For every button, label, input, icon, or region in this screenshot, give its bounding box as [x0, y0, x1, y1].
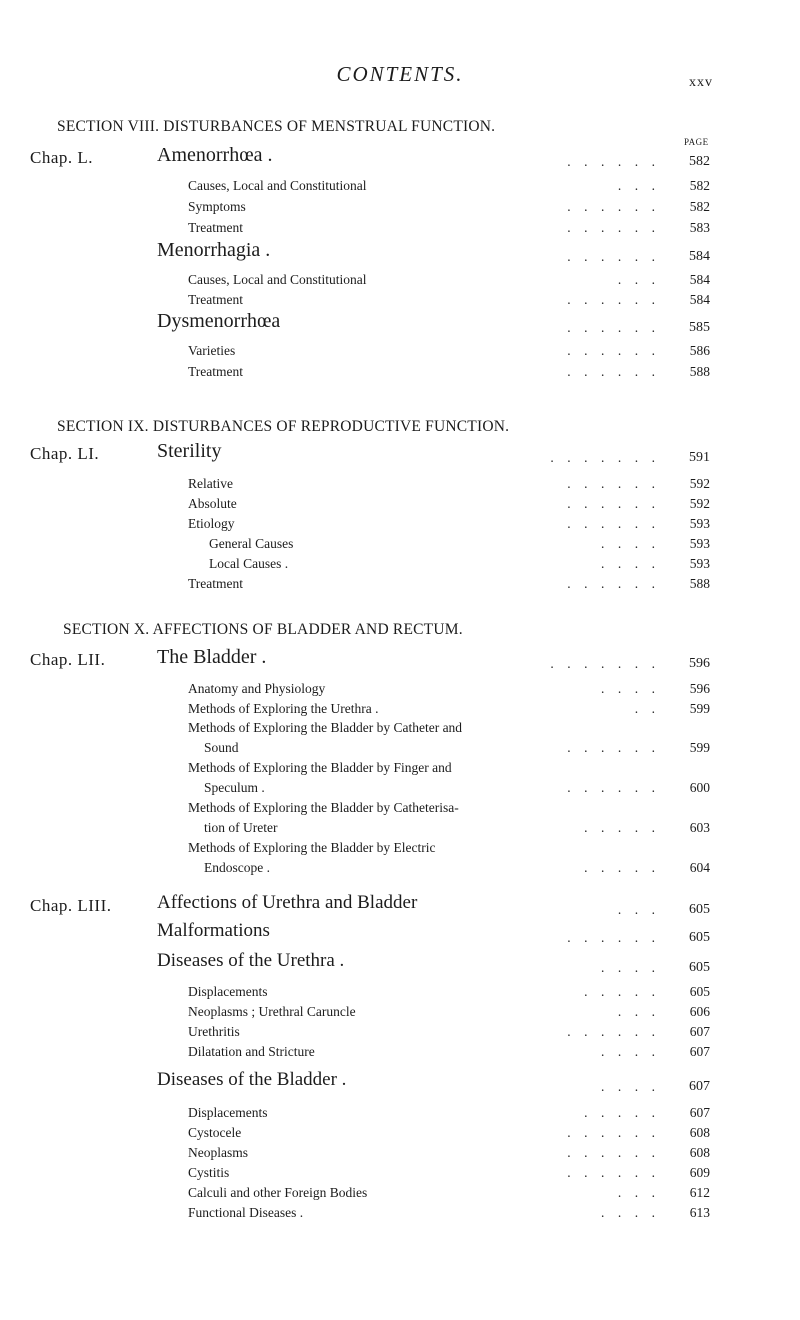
toc-subentry-title: General Causes: [209, 536, 294, 551]
chapter-label: Chap. LII.: [30, 650, 106, 669]
leader-dots: . . . . . .: [567, 364, 655, 379]
leader-dots: . . . . . .: [567, 1145, 655, 1160]
section-heading: SECTION X. AFFECTIONS OF BLADDER AND RECTUM.: [63, 621, 463, 638]
page-ref: 586: [689, 343, 710, 358]
toc-subentry-title: Functional Diseases .: [188, 1205, 304, 1220]
page-ref: 608: [689, 1125, 710, 1140]
leader-dots: . . . . . .: [567, 249, 655, 264]
page-ref: 607: [689, 1079, 710, 1094]
leader-dots: . . . . . .: [567, 220, 655, 235]
leader-dots: . . . . . . .: [550, 656, 655, 671]
toc-subentry-title: Methods of Exploring the Bladder by Catheter and: [188, 720, 463, 735]
leader-dots: . . . . . .: [567, 292, 655, 307]
page-ref: 593: [689, 556, 710, 571]
page-ref: 608: [689, 1145, 710, 1160]
page-ref: 588: [689, 364, 710, 379]
toc-subentry-title: Methods of Exploring the Bladder by Catheterisa-: [188, 800, 459, 815]
page-ref: 599: [689, 701, 710, 716]
toc-subentry-title: Causes, Local and Constitutional: [188, 178, 367, 193]
toc-subentry-title: Displacements: [188, 1105, 268, 1120]
page-column-label: PAGE: [684, 137, 709, 147]
leader-dots: . . . .: [601, 1079, 655, 1094]
page-ref: 609: [689, 1165, 710, 1180]
leader-dots: . . . . . .: [567, 516, 655, 531]
toc-subentry-title: Displacements: [188, 984, 268, 999]
toc-subentry-title: Endoscope .: [204, 860, 270, 875]
page-ref: 613: [689, 1205, 710, 1220]
toc-subentry-title: Methods of Exploring the Bladder by Electric: [188, 840, 436, 855]
leader-dots: . . .: [617, 1004, 655, 1019]
page-ref: 596: [689, 681, 710, 696]
leader-dots: . . . .: [601, 1205, 655, 1220]
page-number: xxv: [689, 75, 713, 90]
toc-subentry-title: Neoplasms ; Urethral Caruncle: [188, 1004, 356, 1019]
leader-dots: . . . . .: [584, 860, 655, 875]
leader-dots: . . .: [617, 178, 655, 193]
leader-dots: . . . . . .: [567, 343, 655, 358]
toc-entry-title: The Bladder .: [157, 646, 267, 668]
leader-dots: . . . .: [601, 536, 655, 551]
toc-subentry-title: Methods of Exploring the Urethra .: [188, 701, 379, 716]
toc-entry-title: Dysmenorrhœa: [157, 310, 281, 332]
page-ref: 603: [689, 820, 710, 835]
page-ref: 607: [689, 1105, 710, 1120]
page-ref: 605: [689, 984, 710, 999]
toc-subentry-title: Symptoms: [188, 199, 246, 214]
toc-subentry-title: Speculum .: [204, 780, 265, 795]
chapter-label: Chap. L.: [30, 148, 94, 167]
page-ref: 582: [689, 154, 710, 169]
leader-dots: . . . . .: [584, 984, 655, 999]
page-ref: 604: [689, 860, 710, 875]
toc-entry-title: Diseases of the Urethra .: [157, 950, 345, 971]
leader-dots: . . . . . .: [567, 199, 655, 214]
leader-dots: . . . . . .: [567, 476, 655, 491]
toc-subentry-title: Dilatation and Stricture: [188, 1044, 315, 1059]
leader-dots: . . .: [617, 902, 655, 917]
toc-entry-title: Menorrhagia .: [157, 239, 271, 261]
leader-dots: . . . . . .: [567, 496, 655, 511]
leader-dots: . . . . . .: [567, 1024, 655, 1039]
toc-subentry-title: Relative: [188, 476, 233, 491]
toc-subentry-title: Etiology: [188, 516, 235, 531]
page-ref: 588: [689, 576, 710, 591]
leader-dots: . .: [634, 701, 655, 716]
page-ref: 591: [689, 450, 710, 465]
page-ref: 584: [689, 292, 710, 307]
leader-dots: . . .: [617, 272, 655, 287]
page-ref: 593: [689, 516, 710, 531]
toc-subentry-title: Varieties: [188, 343, 236, 358]
chapter-label: Chap. LIII.: [30, 896, 112, 915]
page-ref: 612: [689, 1185, 710, 1200]
leader-dots: . . . . .: [584, 1105, 655, 1120]
toc-subentry-title: Treatment: [188, 292, 243, 307]
page-ref: 584: [689, 249, 710, 264]
leader-dots: . . . .: [601, 960, 655, 975]
page-ref: 606: [689, 1004, 710, 1019]
page-ref: 599: [689, 740, 710, 755]
toc-subentry-title: Urethritis: [188, 1024, 240, 1039]
page-ref: 582: [689, 178, 710, 193]
toc-subentry-title: tion of Ureter: [204, 820, 278, 835]
page-ref: 583: [689, 220, 710, 235]
toc-entry-title: Affections of Urethra and Bladder: [157, 892, 418, 913]
toc-subentry-title: Causes, Local and Constitutional: [188, 272, 367, 287]
page-ref: 605: [689, 902, 710, 917]
leader-dots: . . . . . .: [567, 740, 655, 755]
page-ref: 582: [689, 199, 710, 214]
toc-subentry-title: Local Causes .: [209, 556, 289, 571]
toc-entry-title: Diseases of the Bladder .: [157, 1069, 347, 1090]
leader-dots: . . . . . .: [567, 320, 655, 335]
toc-subentry-title: Calculi and other Foreign Bodies: [188, 1185, 368, 1200]
toc-subentry-title: Neoplasms: [188, 1145, 248, 1160]
leader-dots: . . . . . . .: [550, 450, 655, 465]
toc-entry-title: Malformations: [157, 920, 270, 941]
toc-subentry-title: Treatment: [188, 576, 243, 591]
toc-subentry-title: Treatment: [188, 220, 243, 235]
leader-dots: . . . .: [601, 1044, 655, 1059]
page-ref: 585: [689, 320, 710, 335]
page-ref: 600: [689, 780, 710, 795]
page-ref: 592: [689, 496, 710, 511]
toc-subentry-title: Methods of Exploring the Bladder by Finger and: [188, 760, 452, 775]
chapter-label: Chap. LI.: [30, 444, 100, 463]
toc-entry-title: Amenorrhœa .: [157, 144, 273, 166]
page-ref: 607: [689, 1044, 710, 1059]
page-ref: 607: [689, 1024, 710, 1039]
section-heading: SECTION VIII. DISTURBANCES OF MENSTRUAL FUNCTION.: [57, 118, 496, 135]
leader-dots: . . . .: [601, 681, 655, 696]
page-ref: 605: [689, 930, 710, 945]
toc-subentry-title: Anatomy and Physiology: [188, 681, 326, 696]
page-ref: 605: [689, 960, 710, 975]
leader-dots: . . . . . .: [567, 576, 655, 591]
leader-dots: . . .: [617, 1185, 655, 1200]
page-ref: 592: [689, 476, 710, 491]
leader-dots: . . . .: [601, 556, 655, 571]
page-ref: 596: [689, 656, 710, 671]
toc-subentry-title: Absolute: [188, 496, 237, 511]
toc-subentry-title: Treatment: [188, 364, 243, 379]
section-heading: SECTION IX. DISTURBANCES OF REPRODUCTIVE FUNCTION.: [57, 418, 510, 435]
toc-subentry-title: Sound: [204, 740, 239, 755]
page-ref: 593: [689, 536, 710, 551]
leader-dots: . . . . . .: [567, 1125, 655, 1140]
toc-subentry-title: Cystocele: [188, 1125, 242, 1140]
page-ref: 584: [689, 272, 710, 287]
page-title: CONTENTS.: [336, 62, 464, 86]
leader-dots: . . . . . .: [567, 154, 655, 169]
leader-dots: . . . . . .: [567, 1165, 655, 1180]
toc-subentry-title: Cystitis: [188, 1165, 230, 1180]
toc-entry-title: Sterility: [157, 440, 222, 462]
leader-dots: . . . . . .: [567, 930, 655, 945]
leader-dots: . . . . .: [584, 820, 655, 835]
leader-dots: . . . . . .: [567, 780, 655, 795]
